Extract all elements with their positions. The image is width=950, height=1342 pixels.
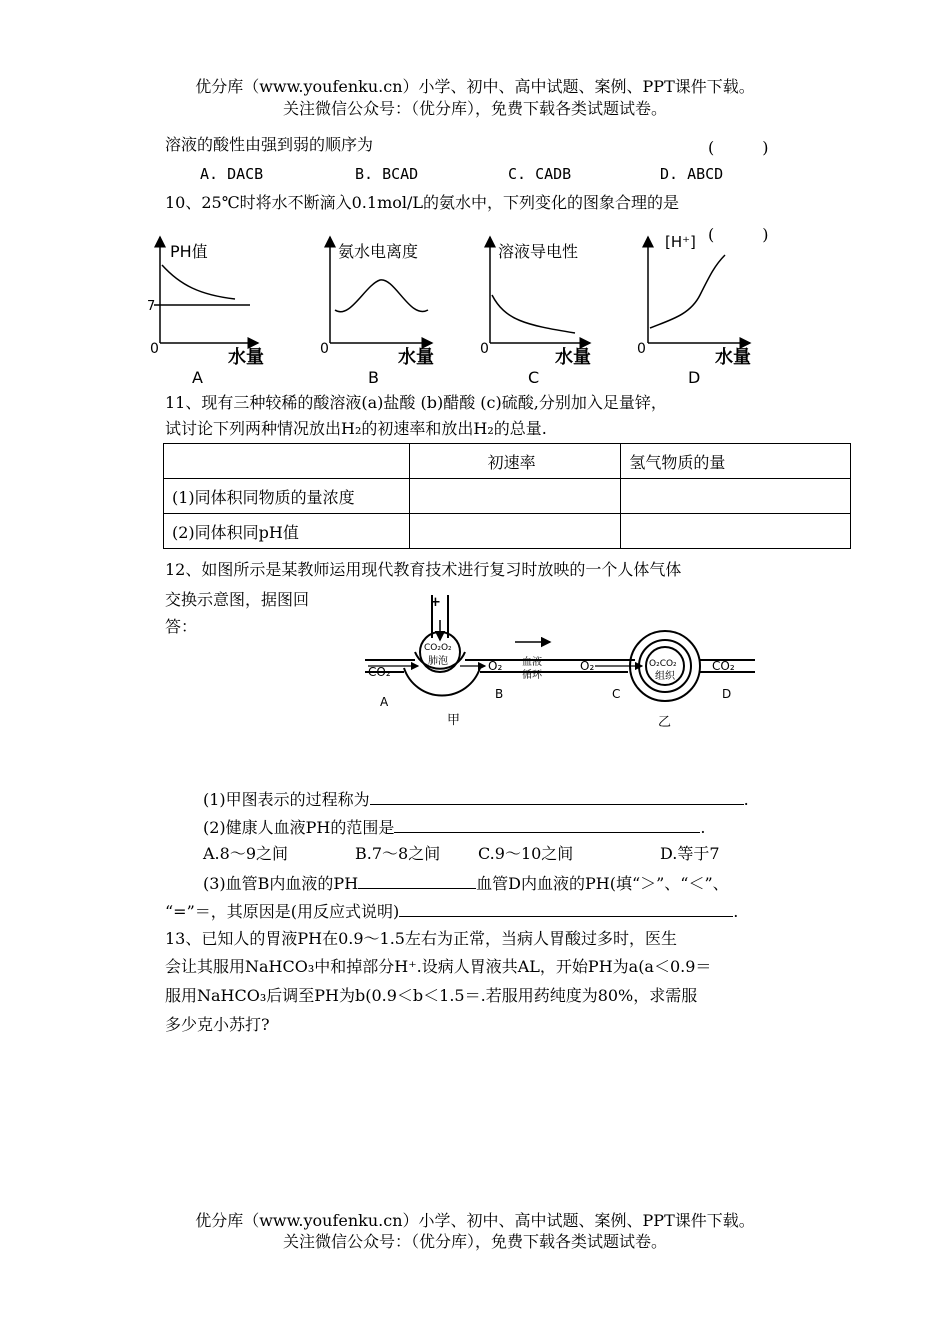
blood-circulation-label-2: 循环 [522,670,542,681]
vessel-a-label: A [380,695,389,709]
q12-sub2-option-d: D.等于7 [660,844,720,863]
header-line-1: 优分库（www.youfenku.cn）小学、初中、高中试题、案例、PPT课件下载。 [195,77,755,96]
footer-line-1: 优分库（www.youfenku.cn）小学、初中、高中试题、案例、PPT课件下载。 [195,1211,755,1230]
q9-answer-paren: ( ) [708,138,769,157]
q12-sub3 [203,872,729,894]
q12-sub3-text-c: “=”＝，其原因是(用反应式说明) [165,902,400,921]
q11-line-1: 11、现有三种较稀的酸溶液(a)盐酸 (b)醋酸 (c)硫酸,分别加入足量锌， [165,393,667,412]
q11-line-2: 试讨论下列两种情况放出H₂的初速率和放出H₂的总量. [165,419,547,438]
graph-b-ylabel: 氨水电离度 [338,242,419,261]
q12-sub1-blank[interactable] [370,788,744,805]
q12-sub1 [203,788,749,810]
footer-line-2: 关注微信公众号：（优分库），免费下载各类试题试卷。 [282,1232,667,1251]
graph-c-ylabel: 溶液导电性 [498,242,579,261]
yi-label: 乙 [658,715,672,730]
table-cell [621,479,851,514]
table-row [164,514,851,549]
q10-stem: 10、25℃时将水不断滴入0.1mol/L的氨水中，下列变化的图象合理的是 [165,193,680,212]
graph-c-curve [492,295,575,333]
vessel-b-label: B [495,687,504,701]
table-header-row [164,444,851,479]
graph-d-ylabel: [H⁺] [665,233,696,251]
graph-d [637,233,751,387]
q10-graphs [140,225,780,390]
alveolus-gases: CO₂O₂ [424,643,452,653]
q12-sub1-text: (1)甲图表示的过程称为 [203,790,370,809]
graph-d-xlabel: 水量 [715,347,751,368]
table-cell: (2)同体积同pH值 [164,514,410,549]
header-line-2: 关注微信公众号：（优分库），免费下载各类试题试卷。 [282,99,667,118]
q11-table [163,443,851,549]
q12-sub1-period: . [743,790,749,809]
graph-a-ylabel: PH值 [170,242,208,261]
airway-plus-sign: + [430,595,441,610]
graph-a-origin: 0 [150,341,159,357]
graph-d-letter: D [688,368,701,387]
graph-a-ytick: 7 [147,299,156,314]
q12-sub2-option-c: C.9～10之间 [478,844,574,863]
table-cell: (1)同体积同物质的量浓度 [164,479,410,514]
graph-a-letter: A [192,368,203,387]
graph-b-origin: 0 [320,341,329,357]
q12-sub3-cont [165,900,738,922]
q10-answer-paren: ( ) [708,225,769,244]
table-cell [621,514,851,549]
vessel-c-label: C [612,687,621,701]
q12-sub2-option-b: B.7～8之间 [355,844,441,863]
o2-c-label: O₂ [580,659,595,673]
vessel-d-label: D [722,687,732,701]
graph-b-xlabel: 水量 [398,347,434,368]
q12-sub3-blank-2[interactable] [399,900,733,917]
q12-sub2-option-a: A.8～9之间 [203,844,289,863]
q9-option-d: D. ABCD [660,165,724,183]
q13-line-1: 13、已知人的胃液PH在0.9～1.5左右为正常，当病人胃酸过多时，医生 [165,929,677,948]
q13-line-4: 多少克小苏打? [165,1015,270,1034]
q12-sub2-text: (2)健康人血液PH的范围是 [203,818,395,837]
graph-a-xlabel: 水量 [228,347,264,368]
table-header-cell [164,444,410,479]
table-row [164,479,851,514]
q12-sub2 [203,816,705,838]
alveolus-label: 肺泡 [428,656,448,667]
table-cell [409,479,621,514]
graph-b-curve [335,280,428,312]
q9-option-b: B. BCAD [355,165,419,183]
q12-sub3-text-b: 血管D内血液的PH(填“＞”、“＜”、 [476,874,729,893]
o2-b-label: O₂ [488,659,503,673]
graph-c-origin: 0 [480,341,489,357]
graph-a-curve [162,265,235,299]
q12-line-1: 12、如图所示是某教师运用现代教育技术进行复习时放映的一个人体气体 [165,560,682,579]
q9-option-c: C. CADB [508,165,572,183]
graph-b [320,237,434,387]
graph-a [147,237,264,387]
tissue-label: 组织 [655,671,675,682]
q12-line-2: 交换示意图，据图回 [165,590,310,609]
graph-d-curve [650,255,725,328]
table-header-cell: 初速率 [409,444,621,479]
jia-label: 甲 [447,713,461,728]
tissue-gases: O₂CO₂ [649,659,677,669]
blood-circulation-label-1: 血液 [522,657,542,668]
q13-line-3: 服用NaHCO₃后调至PH为b(0.9＜b＜1.5＝.若服用药纯度为80%，求需服 [165,986,698,1005]
q9-stem: 溶液的酸性由强到弱的顺序为 [165,135,374,154]
q9-option-a: A. DACB [200,165,264,183]
co2-left-label: CO₂ [368,665,391,679]
co2-right-label: CO₂ [712,659,735,673]
graph-b-letter: B [368,368,379,387]
q12-sub2-blank[interactable] [394,816,700,833]
q13-line-2: 会让其服用NaHCO₃中和掉部分H⁺.设病人胃液共AL，开始PH为a(a＜0.9＝ [165,957,712,976]
q12-sub3-period: . [733,902,739,921]
q12-line-3: 答： [165,617,198,636]
graph-c-xlabel: 水量 [555,347,591,368]
q12-sub2-period: . [700,818,706,837]
q12-sub3-text-a: (3)血管B内血液的PH [203,874,359,893]
table-header-cell: 氢气物质的量 [621,444,851,479]
graph-d-origin: 0 [637,341,646,357]
graph-c-letter: C [528,368,540,387]
q12-sub3-blank-1[interactable] [358,872,476,889]
graph-c [480,237,591,387]
gas-exchange-diagram [360,590,760,735]
table-cell [409,514,621,549]
